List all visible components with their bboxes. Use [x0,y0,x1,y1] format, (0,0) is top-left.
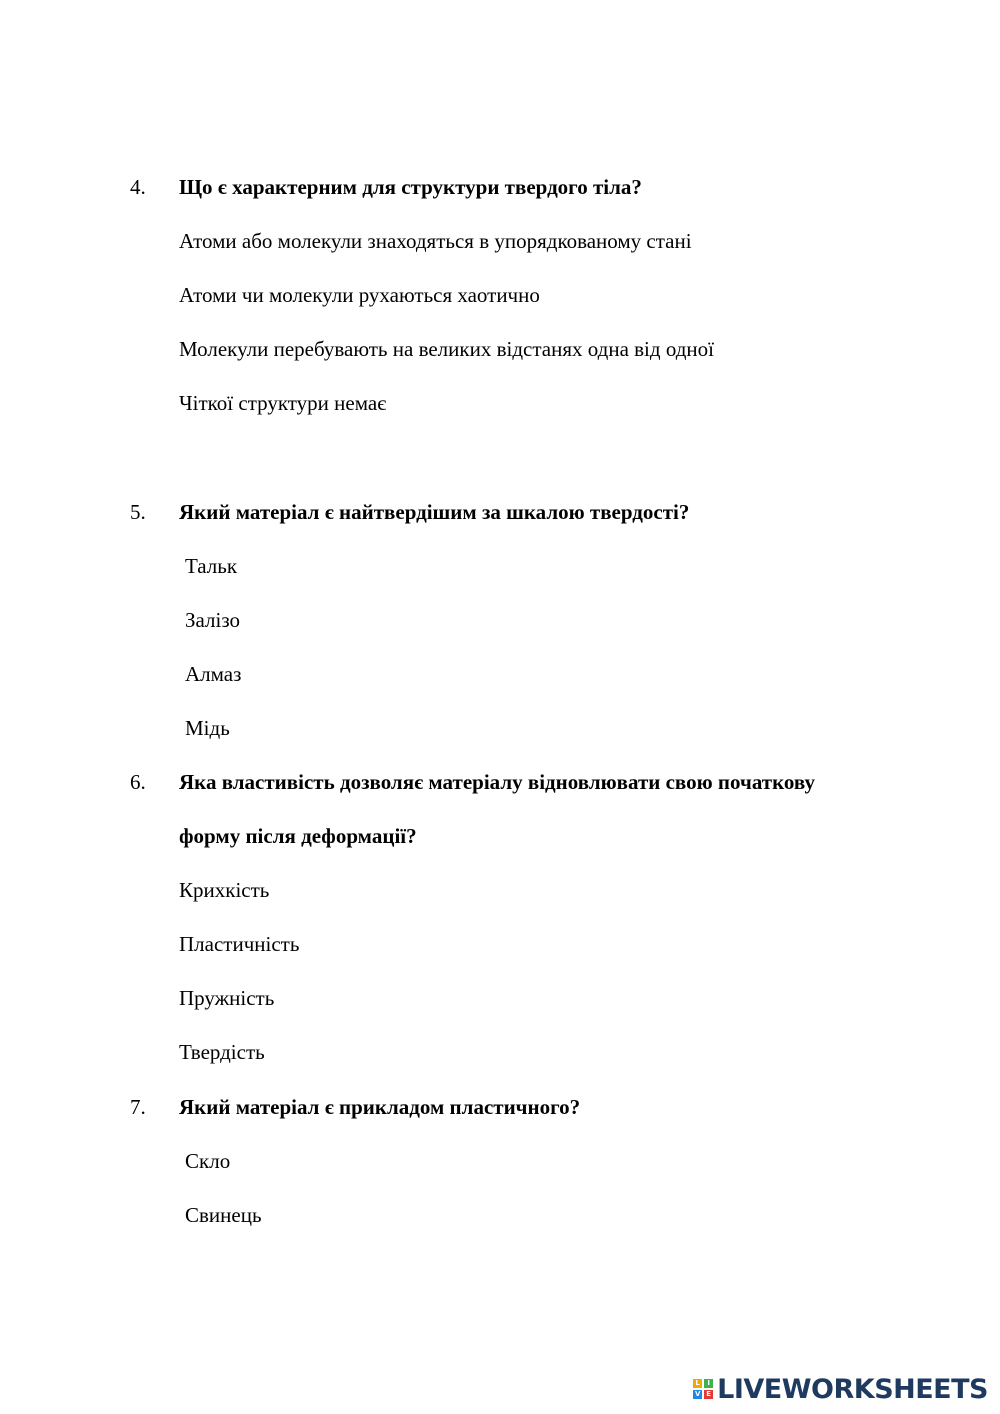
mark-v: V [694,1390,701,1398]
question-7-option-1[interactable]: Скло [185,1149,231,1173]
question-5-option-3[interactable]: Алмаз [185,662,242,686]
question-7-option-2[interactable]: Свинець [185,1203,262,1227]
question-5-option-2[interactable]: Залізо [185,608,241,632]
question-7-text: Який матеріал є прикладом пластичного? [179,1095,581,1119]
question-6-option-2[interactable]: Пластичність [179,932,300,956]
question-6-text-line-2: форму після деформації? [179,824,417,848]
question-6-text-line-1: Яка властивість дозволяє матеріалу відновлювати свою початкову [179,770,816,794]
liveworksheets-mark-icon [693,1379,713,1399]
liveworksheets-wordmark: LIVEWORKSHEETS [717,1373,988,1405]
question-6-option-4[interactable]: Твердість [179,1040,265,1064]
question-6-option-1[interactable]: Крихкість [179,878,270,902]
mark-i: I [704,1379,713,1388]
question-4-number: 4. [130,175,146,199]
question-7-number: 7. [130,1095,146,1119]
question-4-option-3[interactable]: Молекули перебувають на великих відстанях одна від одної [179,337,714,361]
question-5-text: Який матеріал є найтвердішим за шкалою твердості? [179,500,690,524]
mark-e: E [704,1390,713,1399]
question-5-number: 5. [130,500,146,524]
question-4-option-1[interactable]: Атоми або молекули знаходяться в упорядкованому стані [179,229,692,253]
question-5-option-4[interactable]: Мідь [185,716,230,740]
question-6-option-3[interactable]: Пружність [179,986,275,1010]
question-4-option-2[interactable]: Атоми чи молекули рухаються хаотично [179,283,540,307]
question-5-option-1[interactable]: Тальк [185,554,238,578]
question-4-text: Що є характерним для структури твердого тіла? [179,175,642,199]
liveworksheets-logo [693,1372,988,1406]
question-4-option-4[interactable]: Чіткої структури немає [179,391,387,415]
mark-l: L [693,1379,702,1388]
question-6-number: 6. [130,770,146,794]
